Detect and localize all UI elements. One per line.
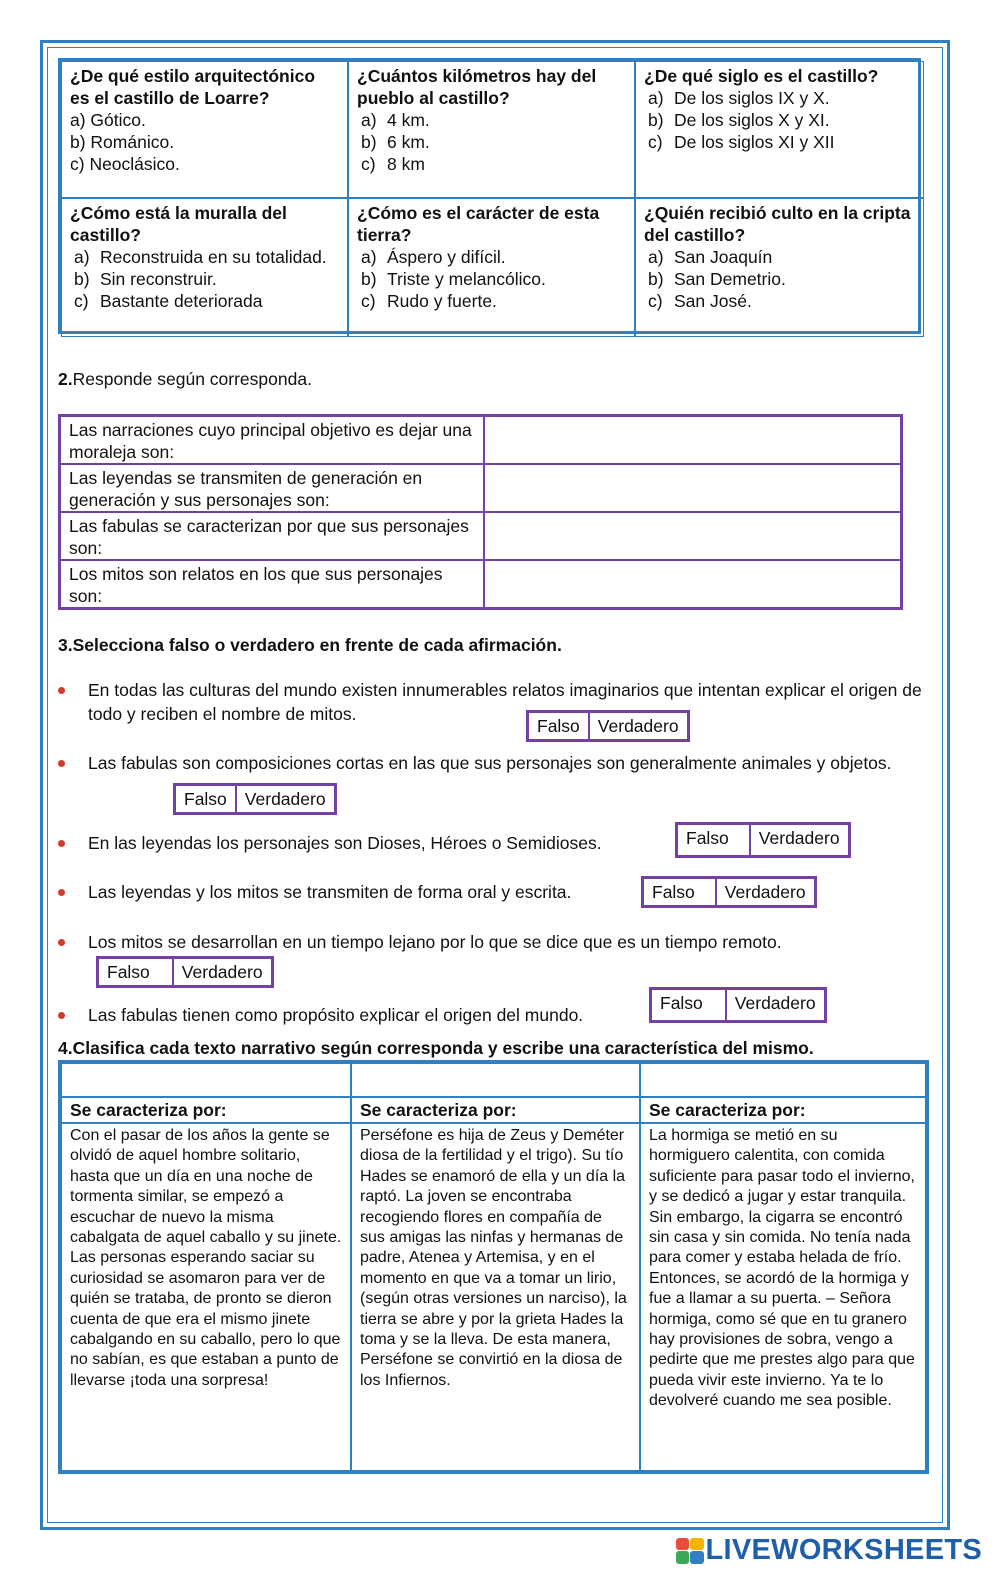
true-false-selector	[649, 987, 827, 1023]
statement: Los mitos se desarrollan en un tiempo lejano por lo que se dice que es un tiempo remoto.	[58, 930, 928, 954]
answer-field[interactable]	[485, 513, 900, 559]
true-false-selector	[173, 783, 337, 815]
table-row	[61, 513, 900, 561]
question: ¿De qué siglo es el castillo?	[644, 66, 879, 86]
question: ¿Quién recibió culto en la cripta del castillo?	[644, 203, 911, 245]
answer-field[interactable]	[485, 561, 900, 607]
true-option[interactable]: Verdadero	[734, 993, 816, 1013]
option[interactable]: b) De los siglos X y XI.	[648, 110, 830, 130]
option[interactable]: a) Gótico.	[70, 110, 146, 130]
answer-field[interactable]	[485, 417, 900, 463]
bullet-icon	[58, 1012, 65, 1019]
classification-table	[58, 1060, 929, 1474]
false-option[interactable]: Falso	[652, 990, 727, 1020]
option[interactable]: a) Reconstruida en su totalidad.	[74, 247, 327, 267]
true-option[interactable]: Verdadero	[758, 828, 840, 848]
true-false-selector	[675, 822, 851, 858]
true-option[interactable]: Verdadero	[724, 882, 806, 902]
statement: En todas las culturas del mundo existen innumerables relatos imaginarios que intentan explicar el origen de todo y reciben el nombre de mitos.	[58, 678, 928, 726]
quiz-cell-character	[348, 198, 635, 337]
prompt-text: Las leyendas se transmiten de generación en generación y sus personajes son:	[61, 465, 485, 511]
quiz-cell-century	[635, 61, 924, 198]
statement: Las leyendas y los mitos se transmiten de forma oral y escrita.	[58, 880, 928, 904]
quiz-grid	[58, 58, 921, 334]
column-header: Se caracteriza por:	[61, 1097, 351, 1123]
question: ¿Cómo está la muralla del castillo?	[70, 203, 287, 245]
true-false-selector	[96, 956, 274, 988]
table-row	[61, 465, 900, 513]
option[interactable]: b) Sin reconstruir.	[74, 269, 217, 289]
statement: En las leyendas los personajes son Dioses, Héroes o Semidioses.	[58, 831, 928, 855]
section2-heading: 2.Responde según corresponda.	[58, 369, 312, 389]
bullet-icon	[58, 889, 65, 896]
narrative-text: Con el pasar de los años la gente se olvidó de aquel hombre solitario, hasta que un día en una noche de tormenta similar, se empezó a escuchar de nuevo la misma cabalgata de aquel caballo y su jinete. Las personas esperando saciar su curiosidad se asomaron para ver de quién se trataba, de pronto se dieron cuenta de que era el mismo jinete cabalgando en su caballo, pero lo que no sabían, es que estaban a punto de llevarse ¡toda una sorpresa!	[61, 1123, 351, 1471]
true-false-selector	[641, 876, 817, 908]
prompt-text: Los mitos son relatos en los que sus personajes son:	[61, 561, 485, 607]
option[interactable]: c) San José.	[648, 291, 752, 311]
column-header: Se caracteriza por:	[640, 1097, 926, 1123]
option[interactable]: b) Románico.	[70, 132, 175, 152]
quiz-cell-distance	[348, 61, 635, 198]
option[interactable]: c) Neoclásico.	[70, 154, 180, 174]
response-table	[58, 414, 903, 610]
classification-answer-field[interactable]	[351, 1063, 640, 1097]
bullet-icon	[58, 687, 65, 694]
false-option[interactable]: Falso	[529, 713, 590, 739]
true-false-selector	[526, 710, 690, 742]
bullet-icon	[58, 840, 65, 847]
option[interactable]: b) 6 km.	[361, 132, 430, 152]
bullet-icon	[58, 939, 65, 946]
quiz-cell-crypt	[635, 198, 924, 337]
answer-field[interactable]	[485, 465, 900, 511]
liveworksheets-logo	[676, 1534, 983, 1567]
option[interactable]: b) Triste y melancólico.	[361, 269, 546, 289]
prompt-text: Las fabulas se caracterizan por que sus personajes son:	[61, 513, 485, 559]
bullet-icon	[58, 760, 65, 767]
false-option[interactable]: Falso	[176, 786, 237, 812]
statement: Las fabulas tienen como propósito explicar el origen del mundo.	[58, 1003, 928, 1027]
logo-icon	[676, 1538, 704, 1564]
question: ¿Cuántos kilómetros hay del pueblo al castillo?	[357, 66, 597, 108]
narrative-text: La hormiga se metió en su hormiguero calentita, con comida suficiente para pasar todo el invierno, y se dedicó a jugar y estar tranquila. Sin embargo, la cigarra se encontró sin casa y sin comida. No tenía nada para comer y estaba helada de frío. Entonces, se acordó de la hormiga y fue a llamar a su puerta. – Señora hormiga, como sé que en tu granero hay provisiones de sobra, vengo a pedirte que me prestes algo para que pueda vivir este invierno. Ya te lo devolveré cuando me sea posible.	[640, 1123, 926, 1471]
quiz-cell-wall	[61, 198, 348, 337]
table-row	[61, 417, 900, 465]
column-header: Se caracteriza por:	[351, 1097, 640, 1123]
question: ¿De qué estilo arquitectónico es el castillo de Loarre?	[70, 66, 316, 108]
option[interactable]: a) San Joaquín	[648, 247, 773, 267]
false-option[interactable]: Falso	[644, 879, 717, 905]
true-option[interactable]: Verdadero	[597, 716, 679, 736]
narrative-text: Perséfone es hija de Zeus y Deméter diosa de la fertilidad y el trigo). Su tío Hades se enamoró de ella y un día la raptó. La joven se encontraba recogiendo flores en compañía de sus amigas las ninfas y hermanas de padre, Atenea y Artemisa, y en el momento en que va a tomar un lirio, (según otras versiones un narciso), la tierra se abre y por la grieta Hades la toma y se la lleva. De esta manera, Perséfone se convirtió en la diosa de los Infiernos.	[351, 1123, 640, 1471]
prompt-text: Las narraciones cuyo principal objetivo es dejar una moraleja son:	[61, 417, 485, 463]
option[interactable]: c) De los siglos XI y XII	[648, 132, 835, 152]
classification-answer-field[interactable]	[61, 1063, 351, 1097]
brand-name: LIVEWORKSHEETS	[705, 1534, 982, 1566]
option[interactable]: a) Áspero y difícil.	[361, 247, 506, 267]
section4-heading: 4.Clasifica cada texto narrativo según corresponda y escribe una característica del mismo.	[58, 1038, 814, 1058]
option[interactable]: c) 8 km	[361, 154, 425, 174]
option[interactable]: a) De los siglos IX y X.	[648, 88, 830, 108]
false-option[interactable]: Falso	[99, 959, 174, 985]
option[interactable]: b) San Demetrio.	[648, 269, 786, 289]
table-row	[61, 561, 900, 607]
option[interactable]: c) Rudo y fuerte.	[361, 291, 497, 311]
statement: Las fabulas son composiciones cortas en las que sus personajes son generalmente animales y objetos.	[58, 751, 928, 775]
false-option[interactable]: Falso	[678, 825, 751, 855]
classification-answer-field[interactable]	[640, 1063, 926, 1097]
section3-heading: 3.Selecciona falso o verdadero en frente de cada afirmación.	[58, 635, 562, 655]
option[interactable]: c) Bastante deteriorada	[74, 291, 263, 311]
quiz-cell-style	[61, 61, 348, 198]
question: ¿Cómo es el carácter de esta tierra?	[357, 203, 600, 245]
true-option[interactable]: Verdadero	[244, 789, 326, 809]
true-option[interactable]: Verdadero	[181, 962, 263, 982]
option[interactable]: a) 4 km.	[361, 110, 430, 130]
